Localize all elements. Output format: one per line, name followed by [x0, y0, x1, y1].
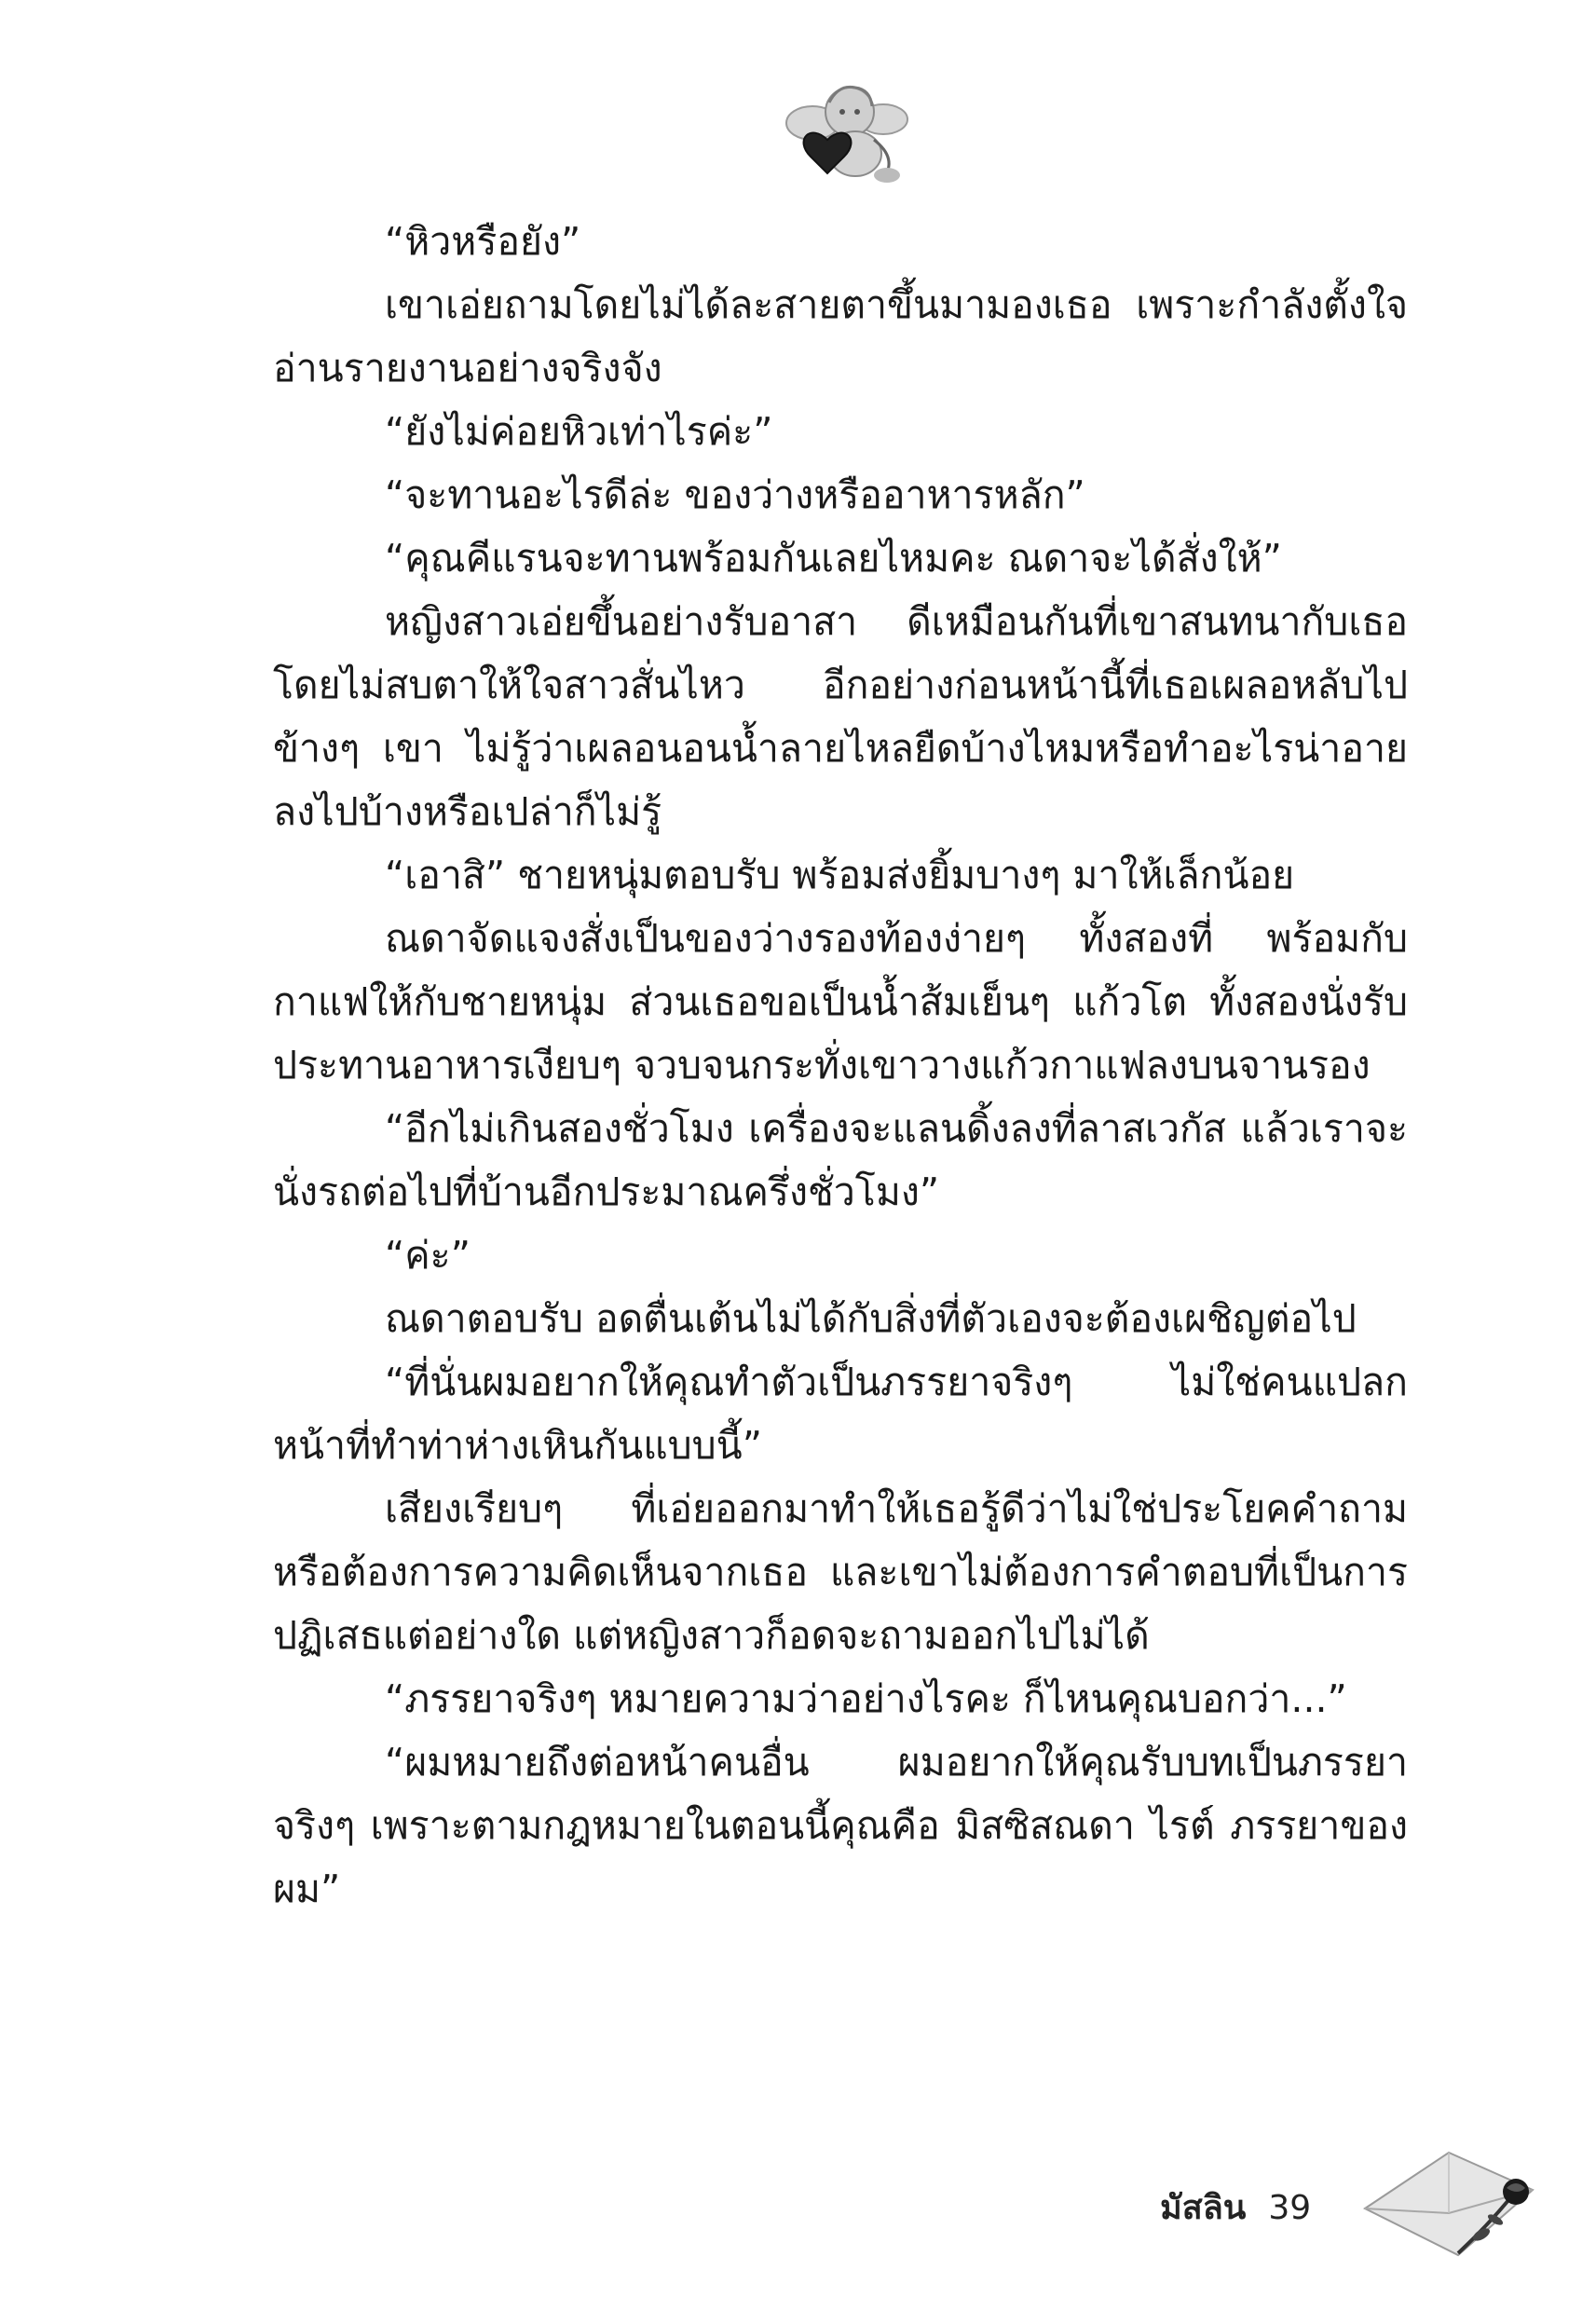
paragraph: “อีกไม่เกินสองชั่วโมง เครื่องจะแลนดิ้งลงที่ลาสเวกัส แล้วเราจะนั่งรถต่อไปที่บ้านอีกประมาณครึ่งชั่วโมง”	[273, 1106, 1408, 1214]
paragraph: “ภรรยาจริงๆ หมายความว่าอย่างไรคะ ก็ไหนคุณบอกว่า...”	[385, 1676, 1347, 1721]
paragraph: “เอาสิ” ชายหนุ่มตอบรับ พร้อมส่งยิ้มบางๆ มาให้เล็กน้อย	[385, 853, 1295, 897]
paragraph: “คุณคีแรนจะทานพร้อมกันเลยไหมคะ ณดาจะได้สั่งให้”	[385, 536, 1282, 581]
paragraph: หญิงสาวเอ่ยขึ้นอย่างรับอาสา ดีเหมือนกันที่เขาสนทนากับเธอโดยไม่สบตาให้ใจสาวสั่นไหว อีกอย่างก่อนหน้านี้ที่เธอเผลอหลับไปข้างๆ เขา ไม่รู้ว่าเผลอนอนน้ำลายไหลยืดบ้างไหมหรือทำอะไรน่าอายลงไปบ้างหรือเปล่าก็ไม่รู้	[273, 599, 1408, 834]
paragraph: เขาเอ่ยถามโดยไม่ได้ละสายตาขึ้นมามองเธอ เพราะกำลังตั้งใจอ่านรายงานอย่างจริงจัง	[273, 282, 1408, 390]
paragraph: “หิวหรือยัง”	[385, 219, 581, 264]
page-footer	[1160, 2181, 1311, 2234]
paragraph: เสียงเรียบๆ ที่เอ่ยออกมาทำให้เธอรู้ดีว่าไม่ใช่ประโยคคำถามหรือต้องการความคิดเห็นจากเธอ และเขาไม่ต้องการคำตอบที่เป็นการปฏิเสธแต่อย่างใด แต่หญิงสาวก็อดจะถามออกไปไม่ได้	[273, 1486, 1408, 1658]
envelope-with-rose-icon	[1356, 2134, 1542, 2274]
story-text	[273, 210, 1408, 1921]
page-number: 39	[1268, 2189, 1312, 2227]
paragraph: “ยังไม่ค่อยหิวเท่าไรค่ะ”	[385, 409, 773, 454]
book-title: มัสลิน	[1160, 2189, 1247, 2227]
paragraph: “ค่ะ”	[385, 1233, 471, 1278]
cupid-with-heart-icon	[783, 75, 913, 186]
paragraph: “ที่นั่นผมอยากให้คุณทำตัวเป็นภรรยาจริงๆ ไม่ใช่คนแปลกหน้าที่ทำท่าห่างเหินกันแบบนี้”	[273, 1360, 1408, 1468]
paragraph: ณดาตอบรับ อดตื่นเต้นไม่ได้กับสิ่งที่ตัวเองจะต้องเผชิญต่อไป	[385, 1296, 1357, 1341]
paragraph: ณดาจัดแจงสั่งเป็นของว่างรองท้องง่ายๆ ทั้งสองที่ พร้อมกับกาแฟให้กับชายหนุ่ม ส่วนเธอขอเป็นน้ำส้มเย็นๆ แก้วโต ทั้งสองนั่งรับประทานอาหารเงียบๆ จวบจนกระทั่งเขาวางแก้วกาแฟลงบนจานรอง	[273, 916, 1408, 1087]
paragraph: “ผมหมายถึงต่อหน้าคนอื่น ผมอยากให้คุณรับบทเป็นภรรยาจริงๆ เพราะตามกฎหมายในตอนนี้คุณคือ มิสซิสณดา ไรต์ ภรรยาของผม”	[273, 1740, 1408, 1911]
paragraph: “จะทานอะไรดีล่ะ ของว่างหรืออาหารหลัก”	[385, 472, 1085, 517]
